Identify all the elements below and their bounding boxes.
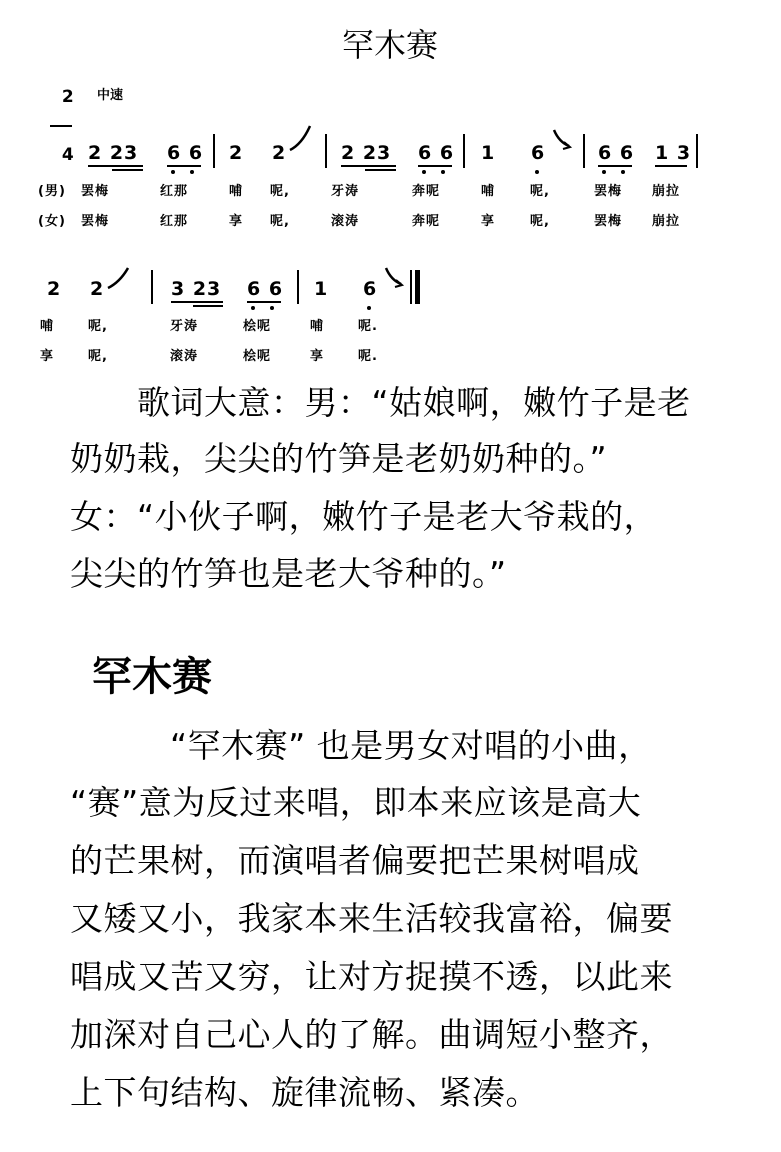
low-octave-dot [422, 170, 426, 174]
low-octave-dot [190, 170, 194, 174]
lyric: 崩拉 [652, 184, 681, 199]
low-octave-dot [367, 306, 371, 310]
lyric: 哺 [310, 319, 325, 334]
lyric: 哺 [481, 184, 496, 199]
low-octave-dot [602, 170, 606, 174]
lyric: 桧呢 [243, 319, 272, 334]
time-signature-bar [50, 125, 72, 127]
lyric: 呢, [530, 214, 550, 229]
body-line: “罕木赛” 也是男女对唱的小曲， [170, 726, 652, 765]
note: 6 [531, 142, 546, 164]
body-line: 加深对自己心人的了解。曲调短小整齐， [70, 1015, 673, 1054]
note-group: 1 3 [655, 142, 692, 164]
lyric: 红那 [160, 184, 189, 199]
lyric: 享 [481, 214, 496, 229]
final-barline-thick [415, 270, 420, 304]
time-signature-top: 2 [61, 87, 74, 107]
lyric: 红那 [160, 214, 189, 229]
note: 1 [314, 278, 329, 300]
note: 2 [90, 278, 105, 300]
barline [297, 270, 299, 304]
body-line: 唱成又苦又穷，让对方捉摸不透，以此来 [70, 957, 673, 996]
glissando-up-mark [288, 124, 314, 154]
low-octave-dot [251, 306, 255, 310]
note: 6 [363, 278, 378, 300]
lyric: 呢. [358, 319, 378, 334]
beam-underline [112, 169, 143, 171]
barline [325, 134, 327, 168]
lyric: 呢, [530, 184, 550, 199]
beam-underline [247, 301, 281, 303]
lyric: 罢梅 [594, 214, 623, 229]
final-barline-thin [410, 270, 412, 304]
body-line: 的芒果树，而演唱者偏要把芒果树唱成 [70, 841, 640, 880]
lyric: 享 [40, 349, 55, 364]
lyric: 呢, [270, 184, 290, 199]
beam-underline [418, 165, 452, 167]
lyric: 桧呢 [243, 349, 272, 364]
barline [696, 134, 698, 168]
note-group: 3 23 [171, 278, 222, 300]
body-line: “赛”意为反过来唱，即本来应该是高大 [70, 783, 642, 822]
note-group: 6 6 [167, 142, 204, 164]
lyric: 崩拉 [652, 214, 681, 229]
body-line: 上下句结构、旋律流畅、紧凑。 [70, 1073, 539, 1112]
beam-underline [341, 165, 396, 167]
low-octave-dot [171, 170, 175, 174]
note: 2 [229, 142, 244, 164]
lyric: 呢. [358, 349, 378, 364]
beam-underline [88, 165, 143, 167]
glissando-down-mark [383, 266, 405, 294]
lyric: 享 [310, 349, 325, 364]
note-group: 6 6 [247, 278, 284, 300]
note: 2 [272, 142, 287, 164]
lyric: 罢梅 [594, 184, 623, 199]
beam-underline [167, 165, 201, 167]
tempo-marking: 中速 [97, 88, 124, 103]
lyric: 牙涛 [331, 184, 360, 199]
barline [583, 134, 585, 168]
glissando-down-mark [551, 128, 573, 158]
note-group: 6 6 [418, 142, 455, 164]
lyric: 牙涛 [170, 319, 199, 334]
section-heading: 罕木赛 [92, 654, 212, 700]
lyric: 滚涛 [331, 214, 360, 229]
low-octave-dot [621, 170, 625, 174]
lyric: 哺 [40, 319, 55, 334]
score-title: 罕木赛 [341, 26, 438, 64]
lyric-label-male: (男) [38, 184, 66, 199]
barline [463, 134, 465, 168]
lyric: 享 [229, 214, 244, 229]
lyric-label-female: (女) [38, 214, 66, 229]
beam-underline [193, 305, 223, 307]
beam-underline [171, 301, 223, 303]
notation-line-2 [0, 278, 781, 318]
lyric: 呢, [88, 349, 108, 364]
lyric: 呢, [88, 319, 108, 334]
lyric: 滚涛 [170, 349, 199, 364]
lyric: 哺 [229, 184, 244, 199]
low-octave-dot [441, 170, 445, 174]
beam-underline [598, 165, 632, 167]
notation-line-1 [0, 142, 781, 182]
beam-underline [365, 169, 396, 171]
lyric: 罢梅 [81, 214, 110, 229]
note-group: 2 23 [88, 142, 139, 164]
meaning-line: 女：“小伙子啊，嫩竹子是老大爷栽的， [70, 497, 658, 536]
time-signature-bottom: 4 [61, 145, 74, 165]
lyric: 奔呢 [412, 184, 441, 199]
glissando-up-mark [106, 266, 132, 292]
meaning-line: 奶奶栽，尖尖的竹笋是老奶奶种的。” [70, 439, 608, 478]
body-line: 又矮又小，我家本来生活较我富裕，偏要 [70, 899, 673, 938]
note-group: 6 6 [598, 142, 635, 164]
note: 1 [481, 142, 496, 164]
lyric: 奔呢 [412, 214, 441, 229]
lyric: 罢梅 [81, 184, 110, 199]
note-group: 2 23 [341, 142, 392, 164]
note: 2 [47, 278, 62, 300]
meaning-line: 歌词大意：男：“姑娘啊，嫩竹子是老 [137, 383, 691, 422]
low-octave-dot [535, 170, 539, 174]
low-octave-dot [270, 306, 274, 310]
meaning-line: 尖尖的竹笋也是老大爷种的。” [70, 554, 507, 593]
beam-underline [655, 165, 687, 167]
barline [213, 134, 215, 168]
lyric: 呢, [270, 214, 290, 229]
barline [151, 270, 153, 304]
